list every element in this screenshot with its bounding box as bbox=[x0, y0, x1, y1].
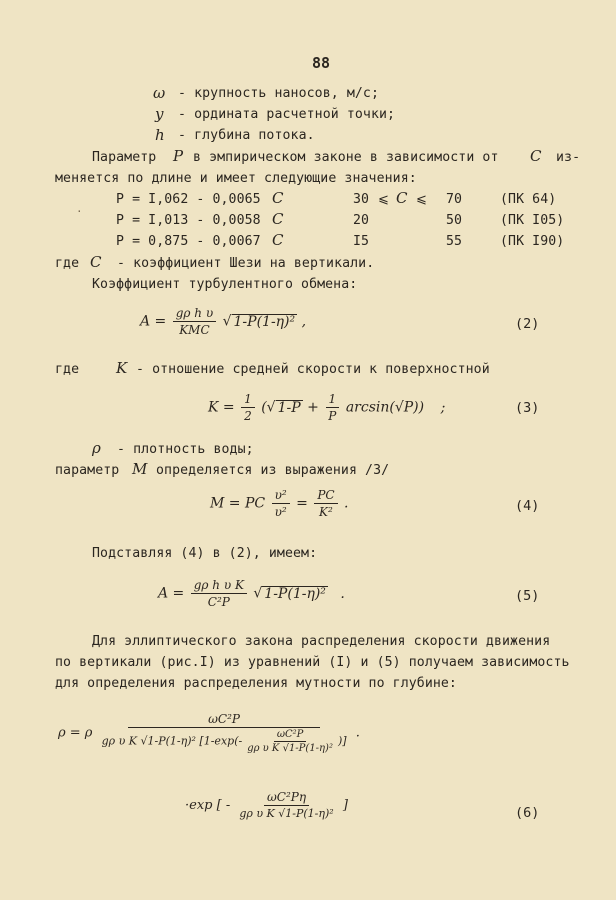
equation-3 bbox=[208, 392, 445, 423]
values-formula-2: P = I,013 - 0,0058 bbox=[116, 213, 261, 228]
eq6-line2-b: ] bbox=[342, 798, 348, 813]
eq5-numerator: gρ h υ K bbox=[191, 578, 247, 594]
rho-symbol: ρ bbox=[92, 439, 101, 457]
values-tag-1: (ПК 64) bbox=[500, 192, 557, 207]
values-low-2: 20 bbox=[353, 213, 370, 228]
values-le-1b: ⩽ bbox=[416, 192, 428, 207]
eq3-close: ) bbox=[418, 399, 425, 416]
eq6-frac2-den: gρ υ K √1-P(1-η)² bbox=[239, 807, 334, 820]
eq6-den-part-b: 1-exp(- bbox=[203, 734, 243, 748]
eq5-radical-sign: √ bbox=[253, 585, 263, 602]
eq3-plus: + bbox=[307, 399, 319, 416]
eq2-fraction bbox=[173, 306, 216, 337]
eq6-den-part-a: gρ υ K √1-P(1-η)² bbox=[101, 734, 196, 748]
eq3-half-num: 1 bbox=[241, 392, 255, 408]
eq3-frac-num: 1 bbox=[326, 392, 340, 408]
eq3-open: ( bbox=[261, 399, 267, 416]
def-symbol-omega: ω bbox=[153, 84, 166, 102]
eq4-frac2 bbox=[314, 488, 337, 519]
para1-text-a: Параметр bbox=[92, 150, 157, 165]
eq4-equals: = bbox=[296, 495, 308, 512]
param-m-b: определяется из выражения /3/ bbox=[156, 463, 390, 478]
eq3-semicolon: ; bbox=[440, 399, 446, 416]
equation-6-line2 bbox=[185, 790, 348, 821]
values-symbol-3: C bbox=[272, 231, 284, 249]
eq6-number: (6) bbox=[515, 805, 540, 821]
eq6-fraction bbox=[99, 712, 350, 754]
para2-line2: по вертикали (рис.I) из уравнений (I) и (5) получаем зависимость bbox=[55, 655, 570, 670]
def-symbol-y: y bbox=[155, 105, 164, 123]
values-symbol-2: C bbox=[272, 210, 284, 228]
values-tag-3: (ПК I90) bbox=[500, 234, 565, 249]
eq3-lhs: K = bbox=[208, 399, 235, 416]
equation-4 bbox=[210, 488, 348, 519]
eq6-dot: . bbox=[355, 725, 360, 741]
koef-line: Коэффициент турбулентного обмена: bbox=[92, 277, 358, 292]
eq6-inner-den: gρ υ K √1-P(1-η)² bbox=[247, 743, 333, 754]
eq5-fraction bbox=[191, 578, 247, 609]
eq2-root: 1-P(1-η)² bbox=[233, 313, 296, 330]
equation-6 bbox=[58, 712, 360, 754]
values-formula-1: P = I,062 - 0,0065 bbox=[116, 192, 261, 207]
eq3-frac bbox=[325, 392, 339, 423]
values-c-1: C bbox=[396, 189, 408, 207]
eq4-lhs: M = PC bbox=[210, 495, 266, 512]
eq2-lhs: A = bbox=[140, 313, 167, 330]
eq6-frac2-num: ωC²Pη bbox=[264, 790, 309, 806]
equation-5 bbox=[158, 578, 345, 609]
eq2-denominator: KMC bbox=[179, 323, 210, 337]
eq3-half bbox=[241, 392, 255, 423]
eq4-frac1 bbox=[272, 488, 290, 519]
eq6-frac2 bbox=[236, 790, 336, 821]
eq6-inner-frac bbox=[244, 729, 336, 754]
eq4-number: (4) bbox=[515, 498, 540, 514]
margin-mark: · bbox=[76, 205, 83, 218]
eq3-frac-den: P bbox=[328, 409, 337, 423]
para1-line2: меняется по длине и имеет следующие значения: bbox=[55, 171, 417, 186]
def-text-h: - глубина потока. bbox=[178, 128, 315, 143]
equation-2 bbox=[140, 306, 306, 337]
eq2-numerator: gρ h υ bbox=[173, 306, 216, 322]
eq5-root: 1-P(1-η)² bbox=[264, 585, 326, 602]
values-high-2: 50 bbox=[446, 213, 463, 228]
values-symbol-1: C bbox=[272, 189, 284, 207]
values-formula-3: P = 0,875 - 0,0067 bbox=[116, 234, 261, 249]
eq5-number: (5) bbox=[515, 588, 540, 604]
eq5-dot: . bbox=[340, 585, 345, 602]
param-m-a: параметр bbox=[55, 463, 120, 478]
eq4-frac2-num: PC bbox=[314, 488, 337, 504]
gde1-symbol: C bbox=[90, 253, 102, 271]
values-low-3: I5 bbox=[353, 234, 370, 249]
gde2-text: - отношение средней скорости к поверхностной bbox=[136, 362, 490, 377]
eq2-number: (2) bbox=[515, 316, 540, 332]
values-high-3: 55 bbox=[446, 234, 463, 249]
subst-line: Подставляя (4) в (2), имеем: bbox=[92, 546, 318, 561]
gde2-word: где bbox=[55, 362, 80, 377]
para1-symbol-c: C bbox=[530, 147, 542, 165]
eq4-frac2-den: K² bbox=[319, 505, 333, 519]
eq4-frac1-den: υ² bbox=[274, 505, 287, 519]
gde1-word: где bbox=[55, 256, 80, 271]
eq6-denominator: gρ υ K √1-P(1-η)² [1-exp(- $\frac{\text{ωC²P}}{\text{gρ υ K √1-P(1-η)²}}$ )] bbox=[101, 729, 347, 754]
eq3-root: 1-P bbox=[277, 399, 301, 416]
para1-text-c: из- bbox=[556, 150, 581, 165]
para1-text-b: в эмпирическом законе в зависимости от bbox=[193, 150, 499, 165]
param-m-symbol: M bbox=[132, 460, 148, 478]
eq6-line2-a: ·exp [ - bbox=[185, 798, 231, 813]
eq6-inner-num: ωC²P bbox=[274, 729, 307, 742]
eq3-arcsin: arcsin(√P) bbox=[345, 399, 419, 416]
eq3-number: (3) bbox=[515, 400, 540, 416]
para2-line1: Для эллиптического закона распределения скорости движения bbox=[92, 634, 551, 649]
rho-text: - плотность воды; bbox=[117, 442, 254, 457]
eq2-tail: , bbox=[301, 313, 307, 330]
page-number: 88 bbox=[312, 54, 331, 72]
eq3-radical-sign: √ bbox=[266, 399, 276, 416]
values-tag-2: (ПК I05) bbox=[500, 213, 565, 228]
eq4-dot: . bbox=[344, 495, 349, 512]
para1-symbol-p: P bbox=[173, 147, 184, 165]
def-text-omega: - крупность наносов, м/с; bbox=[178, 86, 379, 101]
def-text-y: - ордината расчетной точки; bbox=[178, 107, 396, 122]
para2-line3: для определения распределения мутности по глубине: bbox=[55, 676, 457, 691]
gde1-text: - коэффициент Шези на вертикали. bbox=[117, 256, 375, 271]
gde2-symbol: K bbox=[116, 359, 128, 377]
eq2-radical-sign: √ bbox=[222, 313, 232, 330]
values-le-1: ⩽ bbox=[378, 192, 390, 207]
eq5-lhs: A = bbox=[158, 585, 185, 602]
eq6-lhs: ρ = ρ bbox=[58, 725, 93, 741]
eq5-denominator: C²P bbox=[207, 595, 230, 609]
values-low-1: 30 bbox=[353, 192, 370, 207]
eq4-frac1-num: υ² bbox=[272, 488, 290, 504]
values-high-1: 70 bbox=[446, 192, 463, 207]
eq6-numerator: ωC²P bbox=[128, 712, 320, 728]
eq3-half-den: 2 bbox=[244, 409, 252, 423]
def-symbol-h: h bbox=[155, 126, 165, 144]
